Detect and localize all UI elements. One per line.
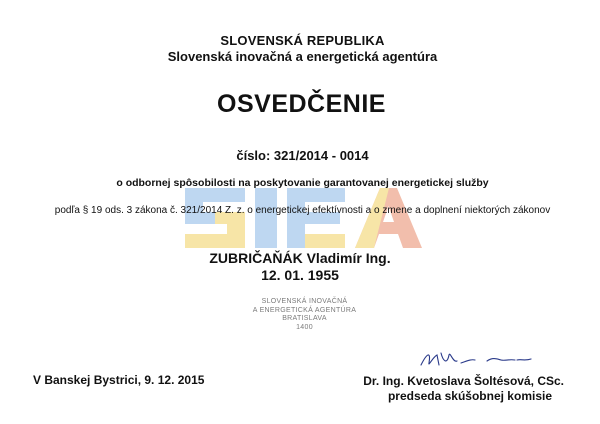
signer-name: Dr. Ing. Kvetoslava Šoltésová, CSc. xyxy=(363,374,564,388)
holder-name: ZUBRIČAŇÁK Vladimír Ing. xyxy=(209,250,391,266)
handwritten-signature xyxy=(417,347,537,371)
certificate-title: OSVEDČENIE xyxy=(217,90,386,118)
issuer-country: SLOVENSKÁ REPUBLIKA xyxy=(220,33,385,48)
holder-date-of-birth: 12. 01. 1955 xyxy=(261,267,339,283)
stamp-line: SLOVENSKÁ INOVAČNÁ xyxy=(261,298,348,305)
legal-basis: podľa § 19 ods. 3 zákona č. 321/2014 Z. z. o energetickej efektívnosti a o zmene a doplnení niektorých zákonov xyxy=(54,205,551,216)
stamp-line: 1400 xyxy=(296,323,313,331)
certificate-number: číslo: 321/2014 - 0014 xyxy=(236,148,369,163)
stamp-line: BRATISLAVA xyxy=(282,315,327,322)
watermark-letter-i xyxy=(255,188,277,248)
siea-watermark-logo xyxy=(175,178,425,258)
watermark-letter-s xyxy=(185,188,245,248)
signer-role: predseda skúšobnej komisie xyxy=(387,389,552,403)
certificate-subject: o odbornej spôsobilosti na poskytovanie garantovanej energetickej služby xyxy=(116,177,489,189)
watermark-letter-e xyxy=(287,188,345,248)
stamp-line: A ENERGETICKÁ AGENTÚRA xyxy=(252,306,357,314)
watermark-letter-a xyxy=(355,188,422,248)
official-stamp xyxy=(252,298,357,332)
issuer-agency: Slovenská inovačná a energetická agentúra xyxy=(167,49,438,64)
place-and-date: V Banskej Bystrici, 9. 12. 2015 xyxy=(33,373,205,387)
